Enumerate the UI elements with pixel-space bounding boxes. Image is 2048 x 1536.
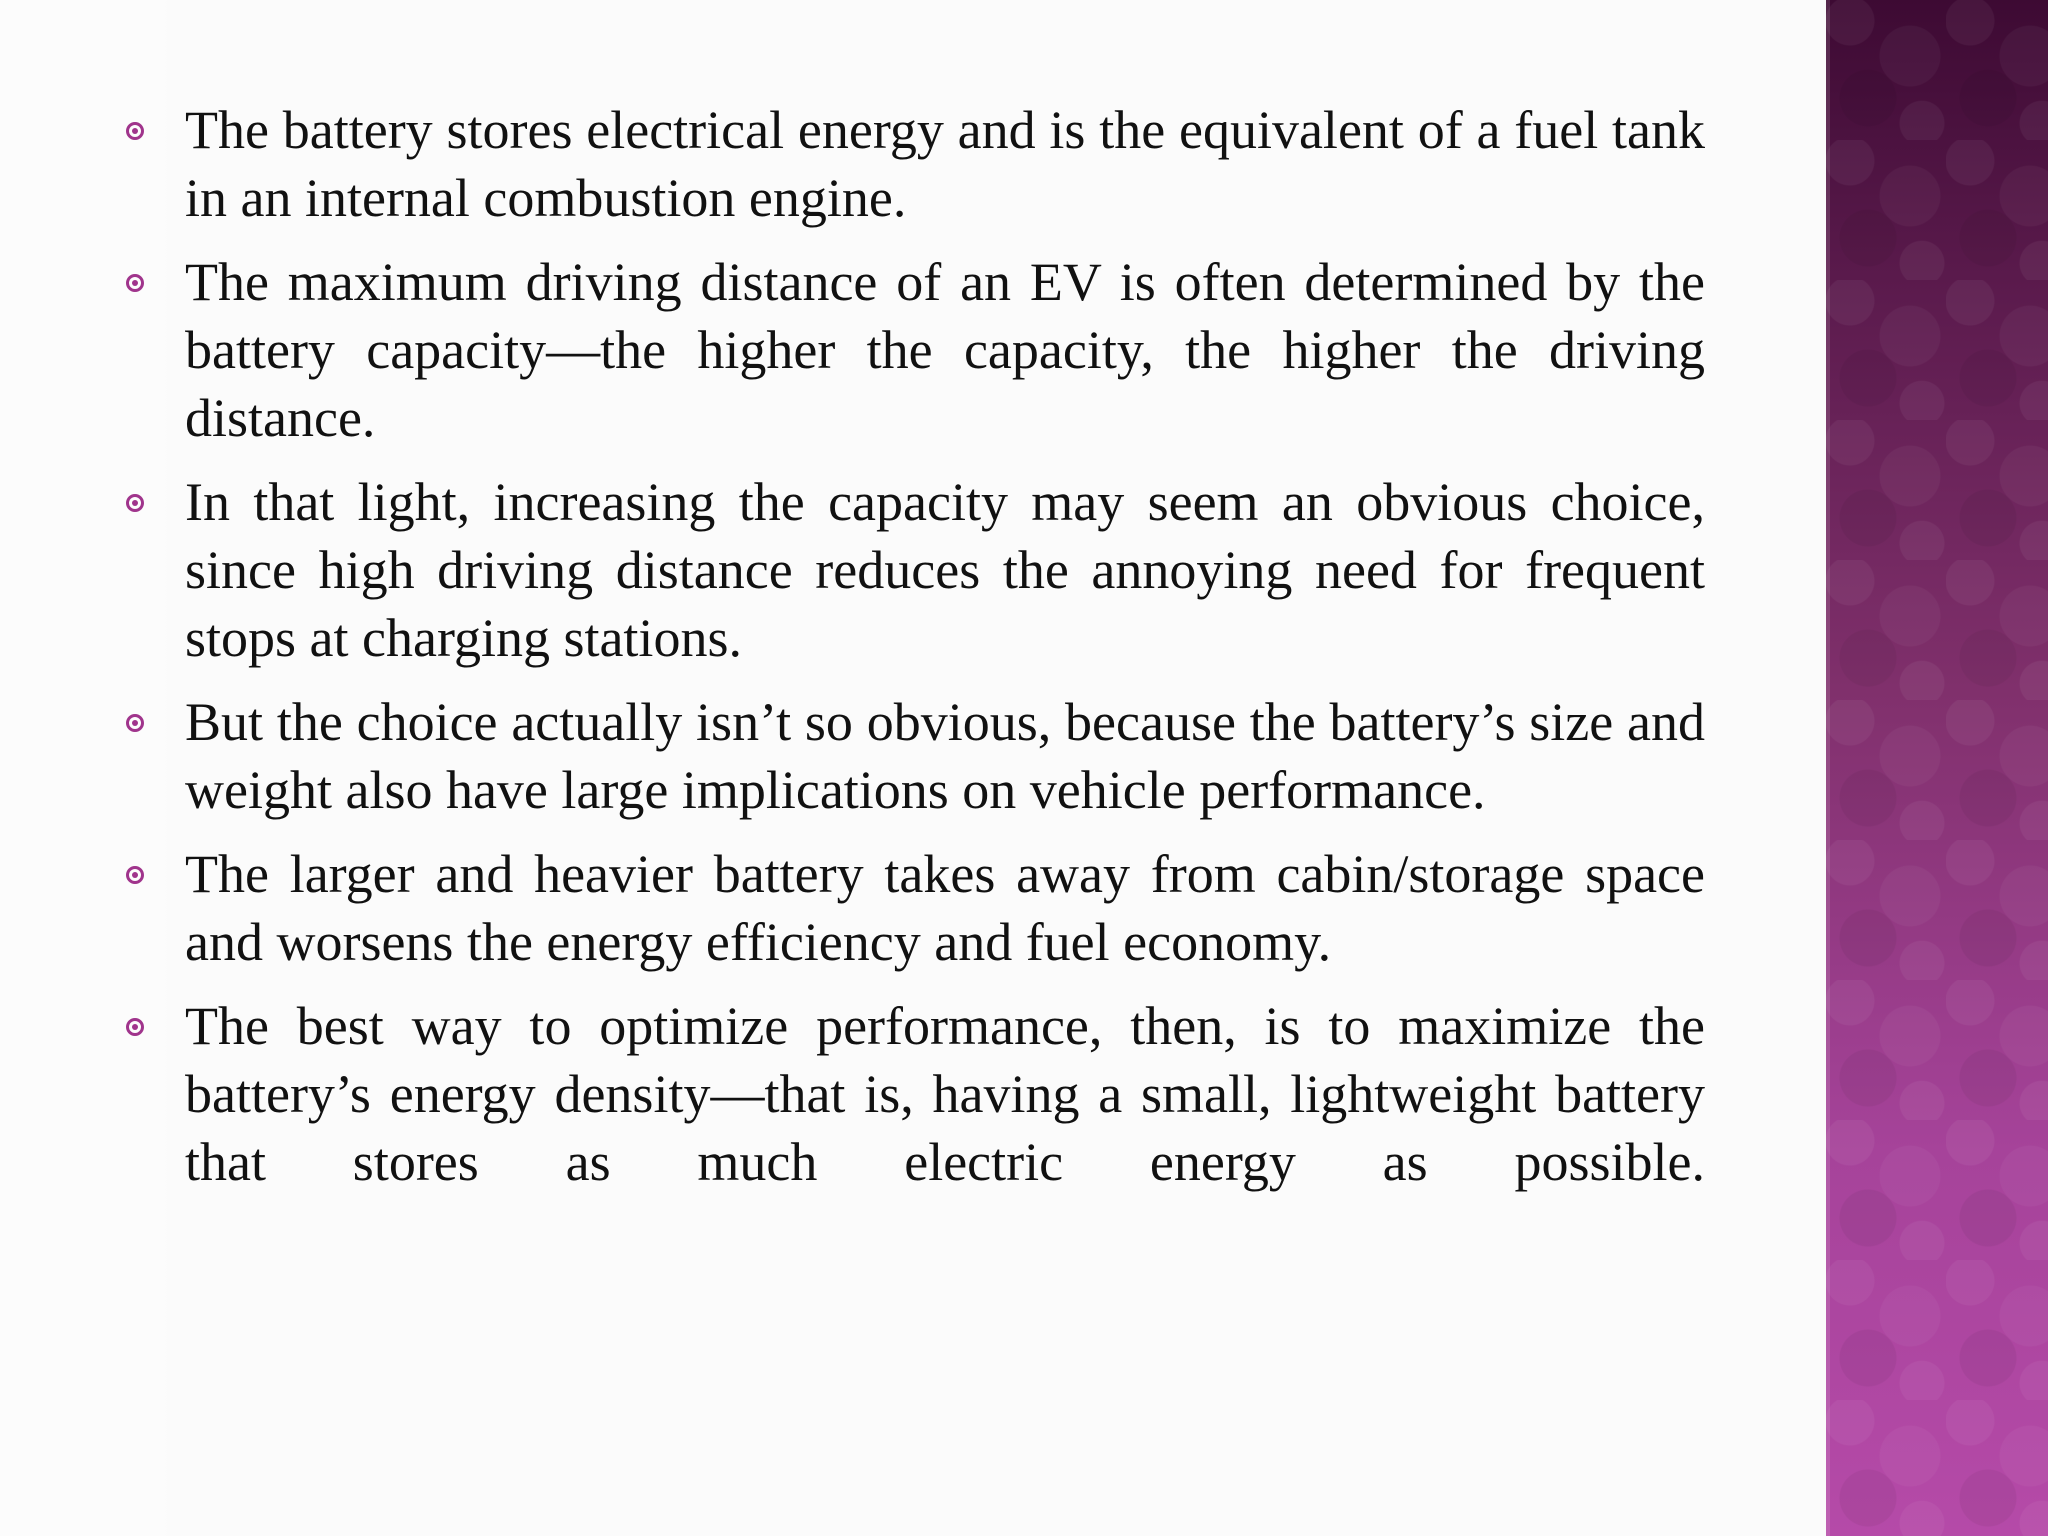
bullet-text: But the choice actually isn’t so obvious, because the battery’s size and weight also have large implications on vehicle performance. <box>185 692 1705 820</box>
bullet-text: The best way to optimize performance, then, is to maximize the battery’s energy density—that is, having a small, lightweight battery that stores as much electric energy as possible. <box>185 996 1705 1192</box>
bullet-text: The larger and heavier battery takes away from cabin/storage space and worsens the energy efficiency and fuel economy. <box>185 844 1705 972</box>
bullet-list <box>120 96 1705 1212</box>
bullet-text: The battery stores electrical energy and is the equivalent of a fuel tank in an internal combustion engine. <box>185 100 1705 228</box>
circle-dot-bullet-icon <box>126 494 144 512</box>
bullet-item-3 <box>120 468 1705 672</box>
circle-dot-bullet-icon <box>126 122 144 140</box>
sidebar-edge <box>1826 0 1830 1536</box>
circle-dot-bullet-icon <box>126 714 144 732</box>
circle-dot-bullet-icon <box>126 866 144 884</box>
circle-dot-bullet-icon <box>126 1018 144 1036</box>
bullet-text: The maximum driving distance of an EV is often determined by the battery capacity—the higher the capacity, the higher the driving distance. <box>185 252 1705 448</box>
sidebar-texture <box>1826 0 2048 1536</box>
bullet-item-6 <box>120 992 1705 1196</box>
circle-dot-bullet-icon <box>126 274 144 292</box>
bullet-item-1 <box>120 96 1705 232</box>
bullet-item-5 <box>120 840 1705 976</box>
decorative-sidebar <box>1826 0 2048 1536</box>
bullet-item-4 <box>120 688 1705 824</box>
bullet-item-2 <box>120 248 1705 452</box>
bullet-text: In that light, increasing the capacity may seem an obvious choice, since high driving distance reduces the annoying need for frequent stops at charging stations. <box>185 472 1705 668</box>
